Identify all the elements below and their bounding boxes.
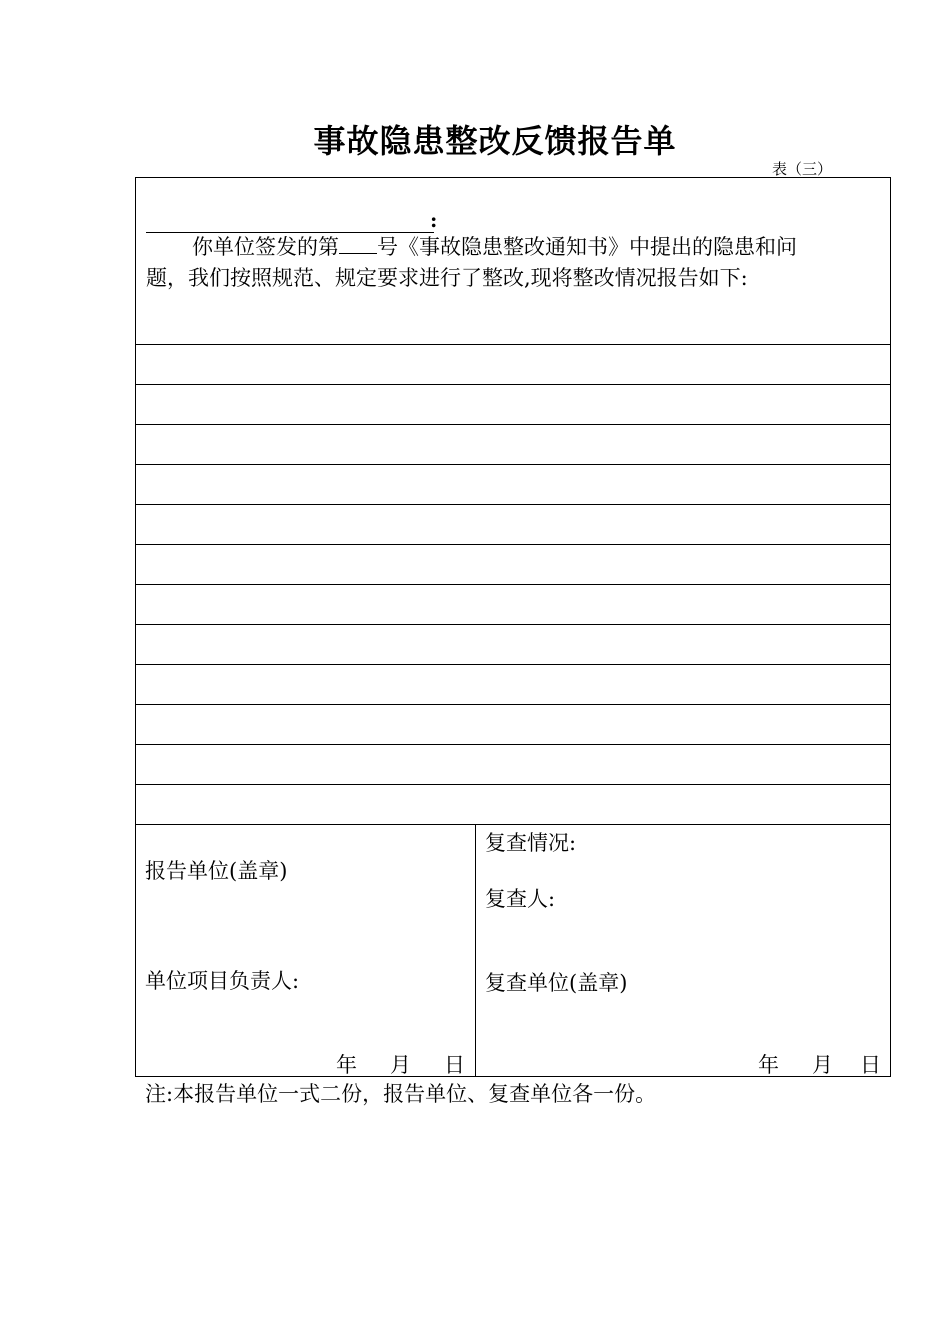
review-date-day: 日	[860, 1053, 881, 1077]
content-row[interactable]	[136, 625, 890, 665]
intro-line1-prefix: 你单位签发的第	[192, 235, 339, 259]
report-date-year: 年	[336, 1053, 357, 1077]
content-row[interactable]	[136, 425, 890, 465]
content-row[interactable]	[136, 585, 890, 625]
content-row[interactable]	[136, 385, 890, 425]
review-date-year: 年	[758, 1053, 779, 1077]
notice-number-blank[interactable]	[339, 233, 377, 254]
content-row[interactable]	[136, 705, 890, 745]
content-row[interactable]	[136, 465, 890, 505]
report-unit-label: 报告单位(盖章)	[145, 859, 288, 883]
document-title: 事故隐患整改反馈报告单	[313, 122, 677, 160]
content-row[interactable]	[136, 745, 890, 785]
review-date-month: 月	[812, 1053, 833, 1077]
content-row[interactable]	[136, 505, 890, 545]
intro-line1-suffix: 号《事故隐患整改通知书》中提出的隐患和问	[377, 235, 797, 259]
report-date-day: 日	[444, 1053, 465, 1077]
review-cell	[476, 825, 890, 1076]
form-code: 表（三）	[772, 160, 833, 178]
intro-section	[136, 178, 890, 345]
content-row[interactable]	[136, 785, 890, 825]
rectification-content-rows	[136, 345, 890, 825]
footnote: 注:本报告单位一式二份，报告单位、复查单位各一份。	[145, 1082, 657, 1106]
intro-line2: 题，我们按照规范、规定要求进行了整改,现将整改情况报告如下:	[146, 266, 748, 290]
report-form	[135, 177, 891, 1077]
content-row[interactable]	[136, 345, 890, 385]
report-date-month: 月	[390, 1053, 411, 1077]
project-lead-label: 单位项目负责人:	[145, 969, 300, 993]
review-unit-label: 复查单位(盖章)	[485, 971, 628, 995]
addressee-blank[interactable]	[146, 206, 434, 233]
addressee-colon: :	[430, 208, 438, 232]
signature-section	[136, 825, 890, 1076]
review-status-label: 复查情况:	[485, 831, 577, 855]
content-row[interactable]	[136, 545, 890, 585]
report-unit-cell	[136, 825, 476, 1076]
reviewer-label: 复查人:	[485, 887, 556, 911]
content-row[interactable]	[136, 665, 890, 705]
intro-paragraph	[146, 232, 882, 294]
